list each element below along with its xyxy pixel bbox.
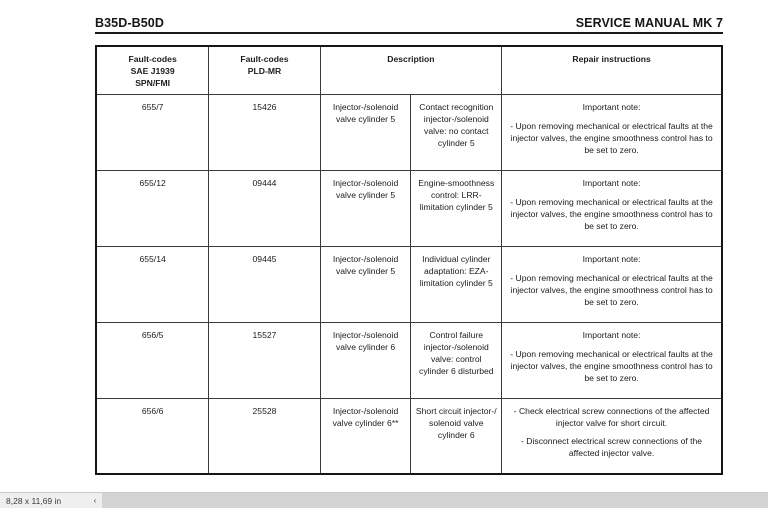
table-row bbox=[96, 246, 722, 322]
cell-pld-mr: 15426 bbox=[209, 94, 320, 170]
cell-description-a: Injector-/solenoid valve cylinder 6 bbox=[320, 322, 411, 398]
cell-pld-mr: 09445 bbox=[209, 246, 320, 322]
cell-description-b: Individual cylinder adaptation: EZA-limitation cylinder 5 bbox=[411, 246, 502, 322]
repair-note-title: Important note: bbox=[582, 177, 641, 188]
repair-note-item: - Upon removing mechanical or electrical faults at the injector valves, the engine smoothness control has to be set to zero. bbox=[510, 272, 713, 308]
cell-description-a: Injector-/solenoid valve cylinder 5 bbox=[320, 170, 411, 246]
cell-pld-mr: 09444 bbox=[209, 170, 320, 246]
column-header-repair-instructions: Repair instructions bbox=[502, 46, 722, 94]
repair-note-title: Important note: bbox=[582, 253, 641, 264]
cell-repair-instructions bbox=[502, 94, 722, 170]
cell-repair-instructions bbox=[502, 398, 722, 474]
model-designation: B35D-B50D bbox=[95, 16, 164, 30]
cell-spn-fmi: 655/7 bbox=[96, 94, 209, 170]
table-row bbox=[96, 322, 722, 398]
cell-repair-instructions bbox=[502, 246, 722, 322]
cell-description-a: Injector-/solenoid valve cylinder 5 bbox=[320, 94, 411, 170]
repair-note-title: Important note: bbox=[582, 329, 641, 340]
cell-repair-instructions bbox=[502, 322, 722, 398]
cell-pld-mr: 15527 bbox=[209, 322, 320, 398]
cell-description-b: Control failure injector-/solenoid valve: control cylinder 6 disturbed bbox=[411, 322, 502, 398]
cell-description-b: Short circuit injector-/ solenoid valve cylinder 6 bbox=[411, 398, 502, 474]
table-row bbox=[96, 398, 722, 474]
cell-spn-fmi: 656/6 bbox=[96, 398, 209, 474]
repair-note-item: - Disconnect electrical screw connections of the affected injector valve. bbox=[521, 436, 703, 459]
repair-note-item: - Upon removing mechanical or electrical faults at the injector valves, the engine smoothness control has to be set to zero. bbox=[510, 120, 713, 156]
column-header-spn-line2: SAE J1939 bbox=[130, 66, 175, 77]
scroll-track[interactable] bbox=[102, 493, 768, 508]
cell-pld-mr: 25528 bbox=[209, 398, 320, 474]
cell-description-a: Injector-/solenoid valve cylinder 6** bbox=[320, 398, 411, 474]
repair-note-item: - Check electrical screw connections of the affected injector valve for short circuit. bbox=[513, 405, 710, 428]
table-row bbox=[96, 170, 722, 246]
column-header-spn-line3: SPN/FMI bbox=[135, 78, 171, 89]
column-header-spn-fmi bbox=[96, 46, 209, 94]
scroll-left-arrow-icon[interactable]: ‹ bbox=[88, 493, 102, 508]
manual-title: SERVICE MANUAL MK 7 bbox=[575, 16, 723, 30]
cell-description-a: Injector-/solenoid valve cylinder 5 bbox=[320, 246, 411, 322]
repair-note-item: - Upon removing mechanical or electrical faults at the injector valves, the engine smoothness control has to be set to zero. bbox=[510, 196, 713, 232]
cell-spn-fmi: 655/12 bbox=[96, 170, 209, 246]
page-running-header bbox=[95, 12, 723, 34]
column-header-spn-line1: Fault-codes bbox=[128, 54, 177, 64]
table-header-row bbox=[96, 46, 722, 94]
table-body bbox=[96, 94, 722, 474]
cell-spn-fmi: 655/14 bbox=[96, 246, 209, 322]
table-row bbox=[96, 94, 722, 170]
column-header-pld-line2: PLD-MR bbox=[247, 66, 282, 77]
cell-description-b: Contact recognition injector-/solenoid valve: no contact cylinder 5 bbox=[411, 94, 502, 170]
page-dimensions-label: 8,28 x 11,69 in bbox=[0, 493, 88, 508]
table-header bbox=[96, 46, 722, 94]
repair-note-title: Important note: bbox=[582, 101, 641, 112]
fault-code-table bbox=[95, 45, 723, 475]
cell-description-b: Engine-smoothness control: LRR-limitation cylinder 5 bbox=[411, 170, 502, 246]
repair-note-item: - Upon removing mechanical or electrical faults at the injector valves, the engine smoothness control has to be set to zero. bbox=[510, 348, 713, 384]
status-bar bbox=[0, 492, 768, 508]
cell-spn-fmi: 656/5 bbox=[96, 322, 209, 398]
cell-repair-instructions bbox=[502, 170, 722, 246]
horizontal-scrollbar[interactable] bbox=[88, 493, 768, 508]
column-header-pld-line1: Fault-codes bbox=[240, 54, 289, 64]
column-header-pld-mr bbox=[209, 46, 320, 94]
column-header-description: Description bbox=[320, 46, 501, 94]
